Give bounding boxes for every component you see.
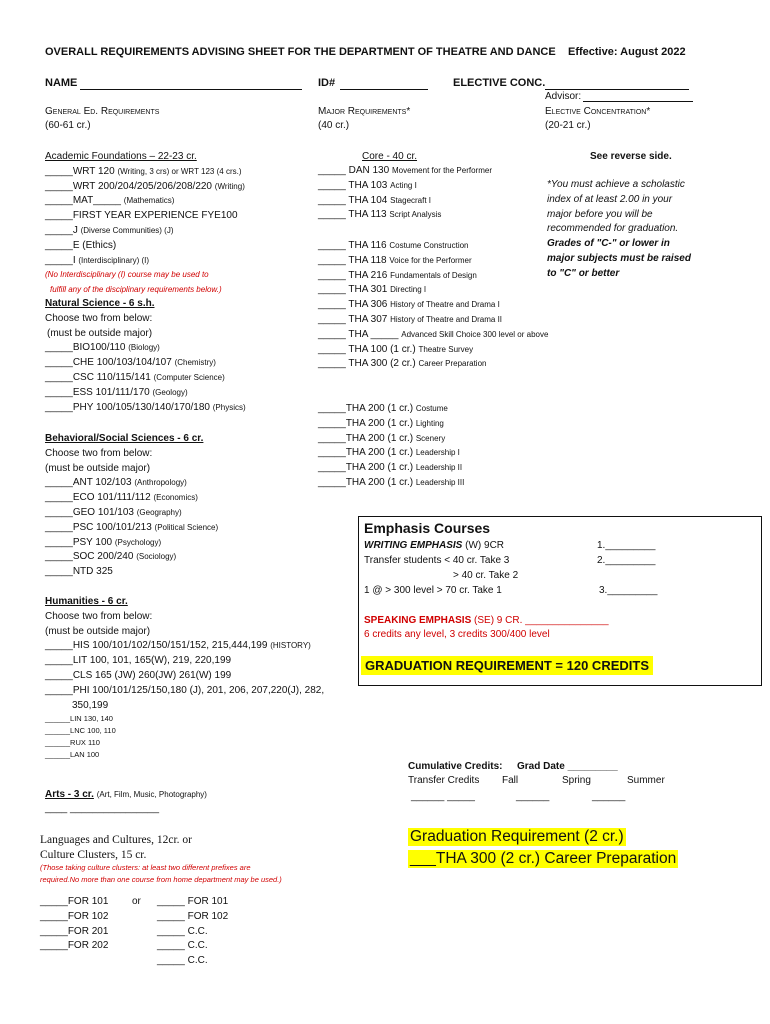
note-line: *You must achieve a scholastic: [547, 179, 685, 190]
core-heading: Core - 40 cr.: [362, 151, 418, 162]
list-item[interactable]: _____ THA 307 History of Theatre and Drama II: [318, 313, 503, 325]
humanities-heading: Humanities - 6 cr.: [45, 596, 128, 607]
note-line: Grades of "C-" or lower in: [547, 238, 670, 250]
list-item[interactable]: _____J (Diverse Communities) (J): [45, 224, 174, 236]
speaking-label: SPEAKING EMPHASIS: [364, 615, 472, 626]
behavioral-section: [45, 432, 218, 580]
id-label: ID#: [318, 77, 336, 89]
advisor-label: Advisor:: [545, 91, 582, 102]
list-item[interactable]: _____GEO 101/103 (Geography): [45, 506, 182, 518]
humanities-section: [45, 595, 324, 761]
scholastic-note: [547, 178, 696, 282]
elective-heading: Elective Concentration*: [545, 106, 651, 117]
list-item[interactable]: _____THA 200 (1 cr.) Leadership I: [318, 447, 460, 459]
list-item[interactable]: _____CHE 100/103/104/107 (Chemistry): [45, 357, 216, 369]
list-item[interactable]: _____ THA 118 Voice for the Performer: [318, 254, 472, 266]
spring-label: Spring: [562, 775, 591, 786]
phi-continued: 350,199: [72, 699, 109, 711]
list-item[interactable]: _____ C.C.: [157, 940, 208, 952]
behavioral-sub1: Choose two from below:: [45, 447, 153, 459]
page-title: OVERALL REQUIREMENTS ADVISING SHEET FOR THE DEPARTMENT OF THEATRE AND DANCE: [45, 46, 556, 58]
languages-left-list: [40, 895, 108, 954]
list-item[interactable]: _____ C.C.: [157, 925, 208, 937]
advisor-field[interactable]: [583, 93, 693, 102]
major-heading: Major Requirements*: [318, 106, 411, 117]
list-item[interactable]: _____ THA 216 Fundamentals of Design: [318, 269, 477, 281]
humanities-sub2: (must be outside major): [45, 625, 151, 637]
list-item[interactable]: _____ C.C.: [157, 955, 208, 967]
arts-heading: Arts - 3 cr.: [45, 789, 94, 800]
summer-blank[interactable]: ______: [592, 791, 626, 802]
arts-row: [45, 788, 207, 803]
list-item[interactable]: _____THA 200 (1 cr.) Leadership III: [318, 476, 465, 488]
gened-heading: General Ed. Requirements: [45, 106, 160, 117]
list-item[interactable]: _____ FOR 101: [157, 896, 229, 907]
list-item[interactable]: _____WRT 120 (Writing, 3 crs) or WRT 123 (4 crs.): [45, 165, 242, 177]
languages-right-list: [157, 895, 228, 969]
major-credits: (40 cr.): [318, 120, 350, 131]
natural-sub1: Choose two from below:: [45, 312, 153, 324]
list-item[interactable]: _____THA 200 (1 cr.) Leadership II: [318, 462, 463, 474]
gt40-note: > 40 cr. Take 2: [453, 570, 519, 581]
list-item[interactable]: _____THA 200 (1 cr.) Lighting: [318, 417, 444, 429]
writing-note: (W) 9CR: [465, 540, 505, 551]
list-item[interactable]: _____HIS 100/101/102/150/151/152, 215,444,199 (HISTORY): [45, 640, 311, 652]
note-line: to "C" or better: [547, 267, 620, 279]
elective-conc-field[interactable]: [545, 79, 689, 90]
writing-emphasis: [364, 539, 504, 554]
transfer-note: Transfer students < 40 cr. Take 3: [364, 555, 510, 566]
note-line: index of at least 2.00 in your: [547, 193, 673, 205]
emphasis-title: Emphasis Courses: [364, 520, 491, 536]
natural-sub2: (must be outside major): [47, 327, 153, 339]
see-reverse: See reverse side.: [590, 151, 672, 162]
cumulative-credits: Cumulative Credits:: [408, 761, 503, 772]
graduation-total: GRADUATION REQUIREMENT = 120 CREDITS: [361, 656, 653, 675]
culture-clusters-title: Culture Clusters, 15 cr.: [40, 849, 147, 861]
list-item[interactable]: _____PSY 100 (Psychology): [45, 536, 162, 548]
list-item[interactable]: _____ DAN 130 Movement for the Performer: [318, 165, 492, 176]
natural-heading: Natural Science - 6 s.h.: [45, 298, 155, 309]
list-item[interactable]: ______LAN 100: [45, 750, 100, 760]
gened-credits: (60-61 cr.): [45, 120, 91, 131]
summer-label: Summer: [627, 775, 665, 786]
writing-label: WRITING EMPHASIS: [364, 540, 463, 551]
list-item[interactable]: ______RUX 110: [45, 738, 100, 748]
note-line: recommended for graduation.: [547, 223, 679, 235]
list-item[interactable]: ______LIN 130, 140: [45, 714, 113, 724]
core-group-2: [318, 239, 548, 372]
grad-date[interactable]: Grad Date _________: [517, 761, 618, 772]
list-item[interactable]: _____E (Ethics): [45, 239, 117, 251]
transfer-credits-label: Transfer Credits: [408, 775, 480, 786]
speaking-note: (SE) 9 CR. _______________: [474, 615, 609, 626]
speaking-sub: 6 credits any level, 3 credits 300/400 level: [364, 629, 550, 640]
note-line: major before you will be: [547, 208, 653, 220]
or-label: or: [132, 896, 141, 907]
name-field[interactable]: [80, 79, 302, 90]
languages-note-2: required.No more than one course from home department may be used.): [40, 875, 282, 884]
list-item[interactable]: _____NTD 325: [45, 566, 113, 578]
list-item[interactable]: _____FOR 201: [40, 925, 109, 937]
languages-note-1: (Those taking culture clusters: at least two different prefixes are: [40, 863, 251, 872]
elective-conc-label: ELECTIVE CONC.: [453, 77, 546, 89]
name-label: NAME: [45, 77, 78, 89]
list-item[interactable]: _____ THA 100 (1 cr.) Theatre Survey: [318, 343, 474, 355]
level-note: 1 @ > 300 level > 70 cr. Take 1: [364, 585, 502, 596]
list-item[interactable]: _____I (Interdisciplinary) (I): [45, 254, 150, 266]
list-item[interactable]: _____ECO 101/111/112 (Economics): [45, 492, 198, 504]
transfer-blank[interactable]: ______ _____: [411, 791, 475, 802]
arts-note: (Art, Film, Music, Photography): [96, 790, 207, 799]
graduation-requirement-course[interactable]: ___THA 300 (2 cr.) Career Preparation: [410, 850, 677, 867]
id-field[interactable]: [340, 79, 428, 90]
list-item[interactable]: _____FIRST YEAR EXPERIENCE FYE100: [45, 210, 238, 222]
graduation-requirement-title: Graduation Requirement (2 cr.): [410, 828, 624, 845]
spring-blank[interactable]: ______: [516, 791, 550, 802]
list-item[interactable]: _____ THA 103 Acting I: [318, 179, 417, 191]
list-item[interactable]: _____ FOR 102: [157, 910, 229, 922]
arts-blank[interactable]: ____ ________________: [45, 803, 160, 814]
list-item[interactable]: _____PSC 100/101/213 (Political Science): [45, 521, 219, 533]
effective-date: Effective: August 2022: [568, 46, 686, 58]
academic-heading: Academic Foundations – 22-23 cr.: [45, 151, 197, 162]
academic-foundations-section: [45, 150, 245, 298]
list-item[interactable]: _____ THA 104 Stagecraft I: [318, 194, 432, 206]
writing-blank-2[interactable]: 2._________: [597, 555, 656, 566]
list-item[interactable]: _____FOR 102: [40, 910, 109, 922]
behavioral-sub2: (must be outside major): [45, 462, 151, 474]
list-item[interactable]: _____FOR 101: [40, 896, 109, 907]
list-item[interactable]: _____MAT_____ (Mathematics): [45, 195, 175, 207]
list-item[interactable]: _____ THA 113 Script Analysis: [318, 209, 442, 221]
list-item[interactable]: _____ THA 116 Costume Construction: [318, 240, 469, 251]
list-item[interactable]: _____CSC 110/115/141 (Computer Science): [45, 371, 225, 383]
behavioral-heading: Behavioral/Social Sciences - 6 cr.: [45, 433, 204, 444]
list-item[interactable]: _____PHI 100/101/125/150,180 (J), 201, 206, 207,220(J), 282,: [45, 684, 325, 696]
list-item[interactable]: _____ THA _____ Advanced Skill Choice 300 level or above: [318, 328, 549, 340]
languages-note: [40, 862, 282, 886]
interdisciplinary-note-2: fulfill any of the disciplinary requirements below.): [50, 285, 222, 295]
list-item[interactable]: _____ THA 301 Directing I: [318, 284, 427, 296]
list-item[interactable]: _____LIT 100, 101, 165(W), 219, 220,199: [45, 655, 232, 667]
natural-science-section: [45, 297, 246, 415]
languages-heading: [40, 833, 192, 863]
list-item[interactable]: _____WRT 200/204/205/206/208/220 (Writing): [45, 180, 245, 192]
fall-label: Fall: [502, 775, 519, 786]
writing-blank-1[interactable]: 1._________: [597, 540, 656, 551]
core-group-3: [318, 402, 464, 491]
note-line: major subjects must be raised: [547, 252, 691, 264]
list-item[interactable]: _____SOC 200/240 (Sociology): [45, 551, 177, 563]
list-item[interactable]: _____ THA 300 (2 cr.) Career Preparation: [318, 358, 487, 370]
humanities-sub1: Choose two from below:: [45, 610, 153, 622]
list-item[interactable]: _____THA 200 (1 cr.) Costume: [318, 403, 448, 414]
speaking-emphasis: [364, 614, 609, 629]
writing-blank-3[interactable]: 3._________: [599, 585, 658, 596]
list-item[interactable]: _____FOR 202: [40, 940, 109, 952]
list-item[interactable]: _____PHY 100/105/130/140/170/180 (Physics): [45, 401, 246, 413]
list-item[interactable]: _____THA 200 (1 cr.) Scenery: [318, 432, 446, 444]
list-item[interactable]: _____ THA 306 History of Theatre and Drama I: [318, 299, 500, 311]
interdisciplinary-note: (No Interdisciplinary (I) course may be used to: [45, 270, 209, 280]
list-item[interactable]: ______LNC 100, 110: [45, 726, 116, 736]
list-item[interactable]: _____CLS 165 (JW) 260(JW) 261(W) 199: [45, 669, 232, 681]
list-item[interactable]: _____ESS 101/111/170 (Geology): [45, 386, 188, 398]
list-item[interactable]: _____BIO100/110 (Biology): [45, 342, 160, 354]
elective-credits: (20-21 cr.): [545, 120, 591, 131]
languages-title: Languages and Cultures, 12cr. or: [40, 834, 193, 846]
emphasis-box: [358, 516, 762, 686]
list-item[interactable]: _____ANT 102/103 (Anthropology): [45, 477, 187, 489]
core-group-1: [318, 164, 492, 223]
